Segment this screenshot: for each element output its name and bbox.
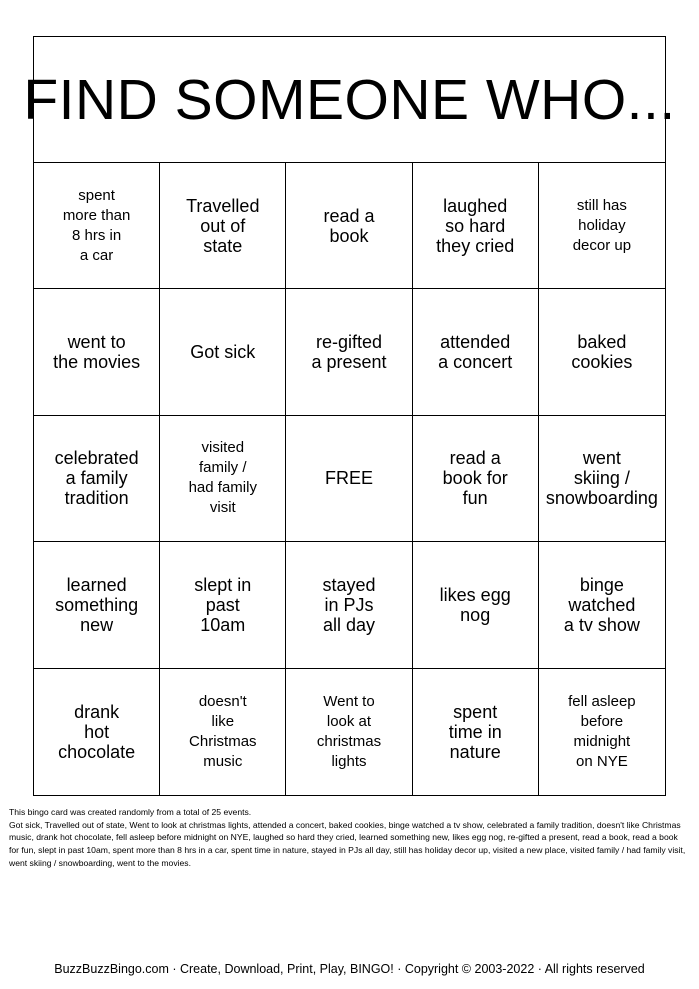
- bingo-cell: stayed in PJs all day: [286, 542, 412, 668]
- bingo-cell: Travelled out of state: [160, 163, 286, 289]
- bingo-cell: read a book for fun: [413, 416, 539, 542]
- card-title: FIND SOMEONE WHO...: [34, 37, 665, 163]
- copyright-line: BuzzBuzzBingo.com · Create, Download, Print, Play, BINGO! · Copyright © 2003-2022 · All rights reserved: [54, 962, 645, 976]
- bingo-card: [23, 36, 676, 796]
- bingo-cell: likes egg nog: [413, 542, 539, 668]
- bingo-cell: Went to look at christmas lights: [286, 669, 412, 795]
- bingo-cell: baked cookies: [539, 289, 665, 415]
- bingo-cell: still has holiday decor up: [539, 163, 665, 289]
- bingo-cell: went to the movies: [34, 289, 160, 415]
- bingo-cell: spent more than 8 hrs in a car: [34, 163, 160, 289]
- bingo-cell: binge watched a tv show: [539, 542, 665, 668]
- bingo-grid: [34, 163, 665, 795]
- bingo-cell: read a book: [286, 163, 412, 289]
- bingo-cell: laughed so hard they cried: [413, 163, 539, 289]
- bingo-cell: drank hot chocolate: [34, 669, 160, 795]
- bingo-cell: celebrated a family tradition: [34, 416, 160, 542]
- bingo-cell: learned something new: [34, 542, 160, 668]
- bingo-cell: attended a concert: [413, 289, 539, 415]
- bingo-cell: slept in past 10am: [160, 542, 286, 668]
- bingo-cell: visited family / had family visit: [160, 416, 286, 542]
- footer-events-list: Got sick, Travelled out of state, Went to look at christmas lights, attended a concert, baked cookies, binge watched a tv show, celebrated a family tradition, doesn't like Christmas music, drank hot chocolate, fell asleep before midnight on NYE, laughed so hard they cried, learned something new, likes egg nog, re-gifted a present, read a book, read a book for fun, slept in past 10am, spent more than 8 hrs in a car, spent time in nature, stayed in PJs all day, still has holiday decor up, visited a new place, visited family / had family visit, went skiing / snowboarding, went to the movies.: [9, 819, 686, 868]
- bingo-cell: Got sick: [160, 289, 286, 415]
- footer-intro: This bingo card was created randomly from a total of 25 events.: [9, 807, 252, 817]
- bingo-cell: FREE: [286, 416, 412, 542]
- bingo-cell: fell asleep before midnight on NYE: [568, 692, 636, 770]
- bingo-cell: re-gifted a present: [286, 289, 412, 415]
- bingo-cell: doesn't like Christmas music: [160, 669, 286, 795]
- footer-description: [9, 806, 689, 870]
- bingo-cell: went skiing / snowboarding: [539, 416, 665, 542]
- bingo-cell: spent time in nature: [413, 669, 539, 795]
